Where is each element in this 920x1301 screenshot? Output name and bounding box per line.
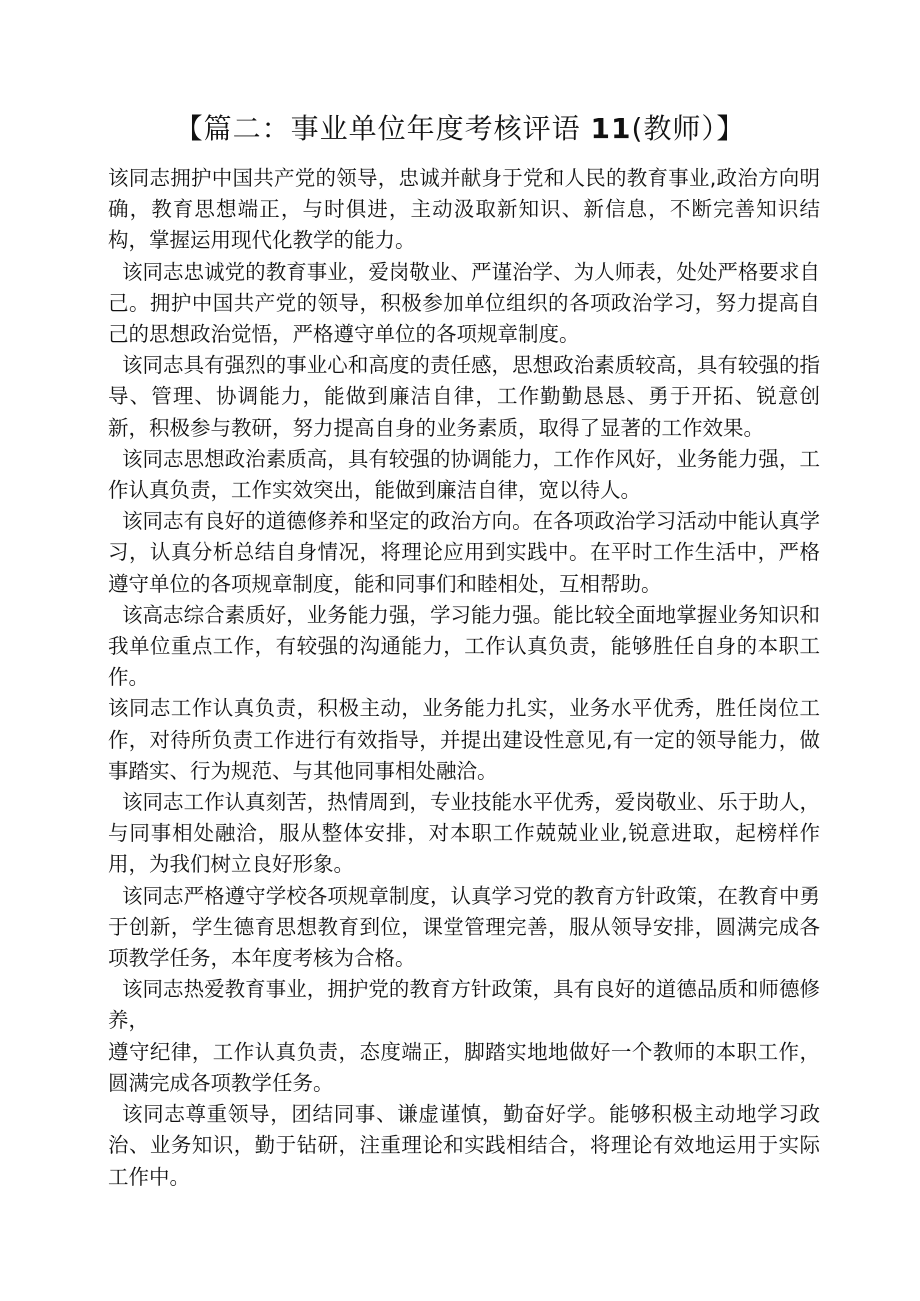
title-prefix: 【篇二：事业单位年度考核评语 [174, 112, 591, 145]
paragraph: 该同志具有强烈的事业心和高度的责任感，思想政治素质较高，具有较强的指导、管理、协调能力，能做到廉洁自律，工作勤勤恳恳、勇于开拓、锐意创新，积极参与教研，努力提高自身的业务素质，取得了显著的工作效果。 [108, 353, 820, 440]
paragraph: 遵守纪律，工作认真负责，态度端正，脚踏实地地做好一个教师的本职工作，圆满完成各项教学任务。 [108, 1039, 820, 1095]
paragraph: 该同志严格遵守学校各项规章制度，认真学习党的教育方针政策，在教育中勇于创新，学生德育思想教育到位，课堂管理完善，服从领导安排，圆满完成各项教学任务，本年度考核为合格。 [108, 883, 820, 971]
paragraph: 该同志忠诚党的教育事业，爱岗敬业、严谨治学、为人师表，处处严格要求自己。拥护中国共产党的领导，积极参加单位组织的各项政治学习，努力提高自己的思想政治觉悟，严格遵守单位的各项规章制度。 [108, 259, 820, 347]
paragraph: 该同志工作认真负责，积极主动，业务能力扎实，业务水平优秀，胜任岗位工作，对待所负责工作进行有效指导，并提出建设性意见,有一定的领导能力，做事踏实、行为规范、与其他同事相处融洽。 [108, 696, 820, 783]
document-title [0, 109, 920, 149]
paragraph: 该同志热爱教育事业，拥护党的教育方针政策，具有良好的道德品质和师德修养， [108, 977, 820, 1033]
document-body [108, 163, 820, 1193]
paragraph: 该同志思想政治素质高，具有较强的协调能力，工作作风好，业务能力强，工作认真负责，工作实效突出，能做到廉洁自律，宽以待人。 [108, 446, 820, 503]
paragraph: 该高志综合素质好，业务能力强，学习能力强。能比较全面地掌握业务知识和我单位重点工作，有较强的沟通能力，工作认真负责，能够胜任自身的本职工作。 [108, 602, 820, 690]
paragraph: 该同志工作认真刻苦，热情周到，专业技能水平优秀，爱岗敬业、乐于助人，与同事相处融洽，服从整体安排，对本职工作兢兢业业,锐意进取，起榜样作用，为我们树立良好形象。 [108, 790, 820, 877]
paragraph: 该同志尊重领导，团结同事、谦虚谨慎，勤奋好学。能够积极主动地学习政治、业务知识，勤于钻研，注重理论和实践相结合，将理论有效地运用于实际工作中。 [108, 1102, 820, 1189]
paragraph: 该同志有良好的道德修养和坚定的政治方向。在各项政治学习活动中能认真学习，认真分析总结自身情况，将理论应用到实践中。在平时工作生活中，严格遵守单位的各项规章制度，能和同事们和睦相处，互相帮助。 [108, 509, 820, 596]
title-number: 11 [590, 112, 632, 145]
title-suffix: (教师）】 [631, 112, 746, 145]
paragraph: 该同志拥护中国共产党的领导，忠诚并献身于党和人民的教育事业,政治方向明确，教育思想端正，与时俱进，主动汲取新知识、新信息，不断完善知识结构，掌握运用现代化教学的能力。 [108, 166, 820, 253]
